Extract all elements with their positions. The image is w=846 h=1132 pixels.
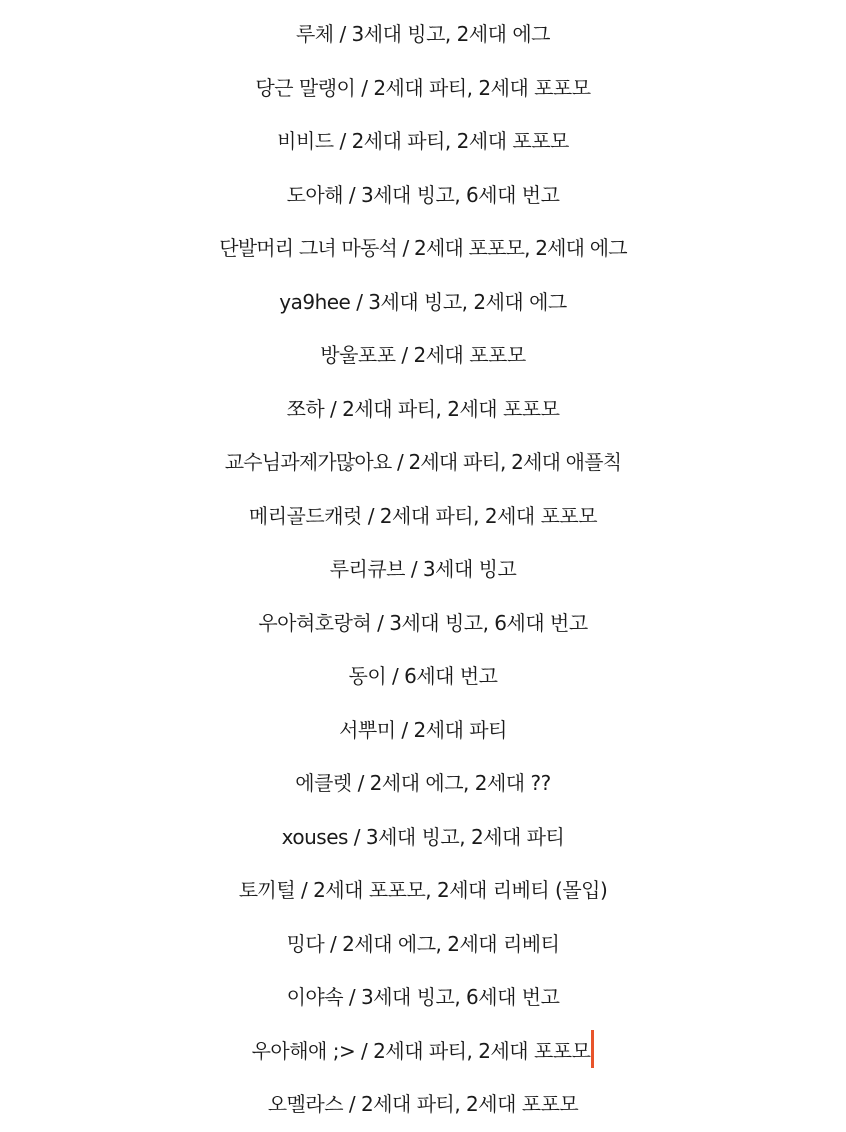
text-line: 서뿌미 / 2세대 파티 [339,717,507,742]
text-line: 밍다 / 2세대 에그, 2세대 리베티 [286,931,560,956]
text-line: 쪼하 / 2세대 파티, 2세대 포포모 [286,396,560,421]
text-line: xouses / 3세대 빙고, 2세대 파티 [281,824,565,849]
text-line: 이야속 / 3세대 빙고, 6세대 번고 [286,985,560,1009]
text-caret [591,1030,594,1068]
text-line: 단발머리 그녀 마동석 / 2세대 포포모, 2세대 에그 [219,236,627,260]
text-line: 방울포포 / 2세대 포포모 [320,343,526,367]
text-line: 우아혀호랑혀 / 3세대 빙고, 6세대 번고 [258,610,588,635]
text-line: 도아해 / 3세대 빙고, 6세대 번고 [286,182,560,207]
text-line: 동이 / 6세대 번고 [348,664,498,688]
text-line: 루체 / 3세대 빙고, 2세대 에그 [295,22,551,46]
text-line: 메리골드캐럿 / 2세대 파티, 2세대 포포모 [248,503,598,528]
text-line: 토끼털 / 2세대 포포모, 2세대 리베티 (몰입) [238,878,608,902]
text-line: 오멜라스 / 2세대 파티, 2세대 포포모 [267,1092,579,1116]
text-line: 비비드 / 2세대 파티, 2세대 포포모 [277,129,569,153]
text-line: ya9hee / 3세대 빙고, 2세대 에그 [279,289,567,314]
text-line-text: 우아해애 ;> / 2세대 파티, 2세대 포포모 [251,1038,591,1063]
text-line: 당근 말랭이 / 2세대 파티, 2세대 포포모 [255,75,591,100]
text-line: 루리큐브 / 3세대 빙고 [329,557,517,581]
text-line: 교수님과제가많아요 / 2세대 파티, 2세대 애플칙 [224,450,622,474]
text-line: 에클렛 / 2세대 에그, 2세대 ?? [295,771,551,795]
text-line-with-caret [0,1025,846,1079]
text-document[interactable] [0,8,846,1132]
